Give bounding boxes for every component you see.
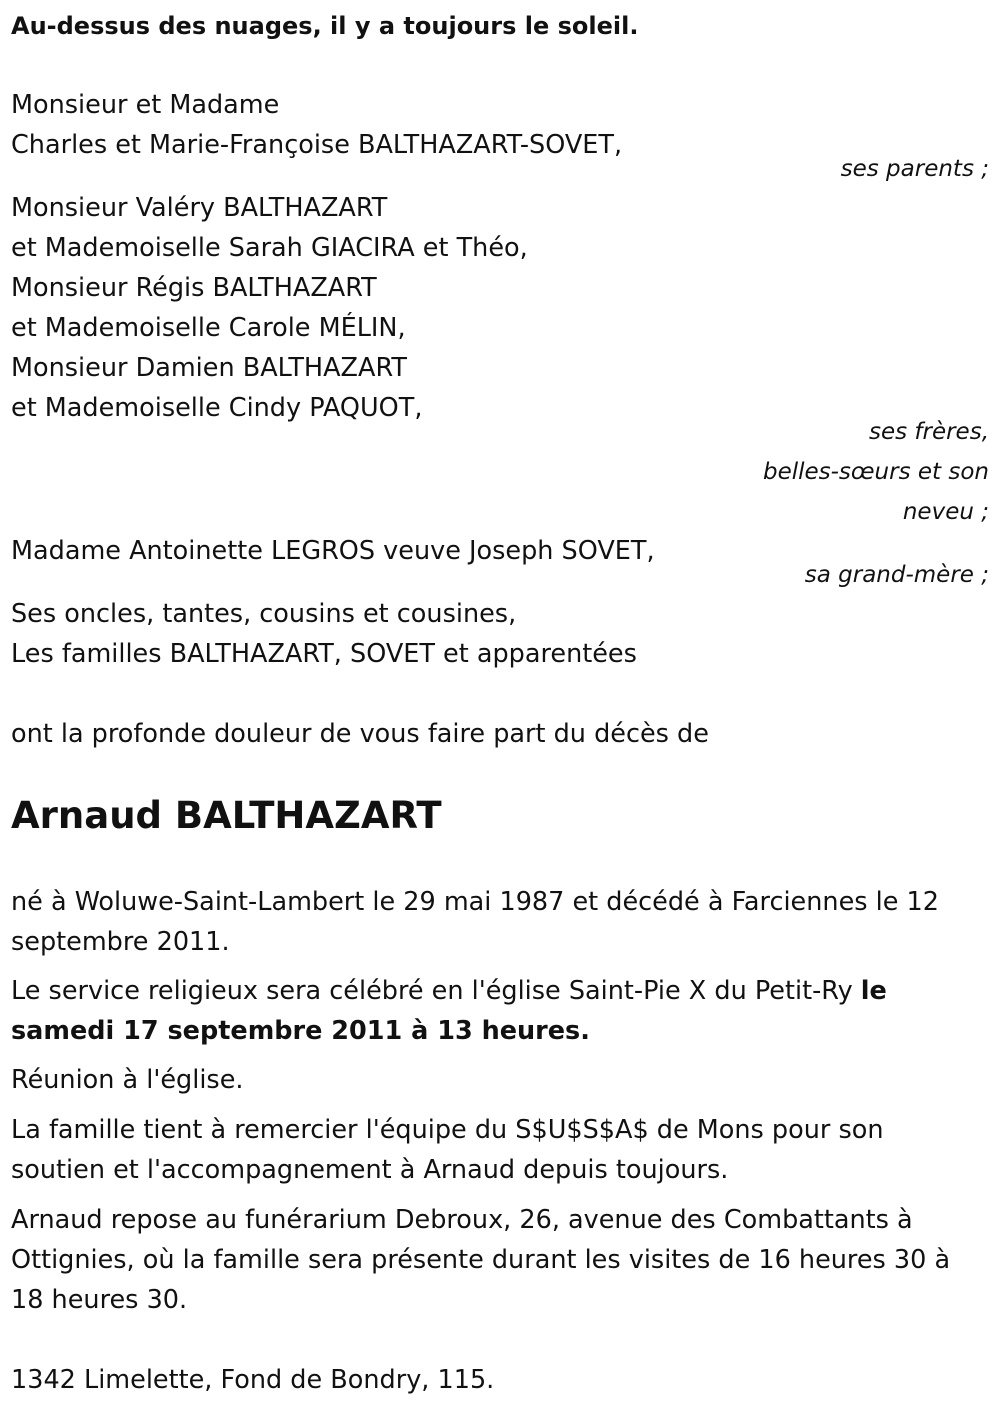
service-date: samedi 17 septembre 2011 à 13 heures. — [11, 1016, 590, 1046]
grandmother-role: sa grand-mère ; — [804, 562, 989, 588]
extended-family-line-1: Ses oncles, tantes, cousins et cousines, — [11, 599, 517, 629]
siblings-line-4: et Mademoiselle Carole MÉLIN, — [11, 313, 406, 343]
parents-role: ses parents ; — [840, 156, 989, 182]
announcement: ont la profonde douleur de vous faire part du décès de — [11, 719, 709, 749]
deceased-name: Arnaud BALTHAZART — [11, 794, 442, 837]
siblings-line-1: Monsieur Valéry BALTHAZART — [11, 193, 388, 223]
reunion-line: Réunion à l'église. — [11, 1065, 244, 1095]
funerarium-line-2: Ottignies, où la famille sera présente durant les visites de 16 heures 30 à — [11, 1245, 951, 1275]
birth-death-line-2: septembre 2011. — [11, 927, 230, 957]
parents-line-1: Monsieur et Madame — [11, 90, 280, 120]
funerarium-line-1: Arnaud repose au funérarium Debroux, 26, avenue des Combattants à — [11, 1205, 913, 1235]
funerarium-line-3: 18 heures 30. — [11, 1285, 188, 1315]
siblings-line-5: Monsieur Damien BALTHAZART — [11, 353, 407, 383]
siblings-role-line-2: belles-sœurs et son — [762, 459, 989, 485]
siblings-line-2: et Mademoiselle Sarah GIACIRA et Théo, — [11, 233, 528, 263]
siblings-line-6: et Mademoiselle Cindy PAQUOT, — [11, 393, 423, 423]
motto: Au-dessus des nuages, il y a toujours le soleil. — [11, 12, 639, 40]
service-line-1 — [11, 971, 887, 1011]
grandmother-line: Madame Antoinette LEGROS veuve Joseph SOVET, — [11, 536, 655, 566]
service-line-2 — [11, 1011, 590, 1051]
thanks-line-2: soutien et l'accompagnement à Arnaud depuis toujours. — [11, 1155, 729, 1185]
birth-death-line-1: né à Woluwe-Saint-Lambert le 29 mai 1987 et décédé à Farciennes le 12 — [11, 887, 939, 917]
siblings-role-line-1: ses frères, — [868, 419, 989, 445]
extended-family-line-2: Les familles BALTHAZART, SOVET et apparentées — [11, 639, 637, 669]
service-date-start: le — [860, 976, 887, 1006]
thanks-line-1: La famille tient à remercier l'équipe du S$U$S$A$ de Mons pour son — [11, 1115, 884, 1145]
siblings-role-line-3: neveu ; — [902, 499, 989, 525]
siblings-line-3: Monsieur Régis BALTHAZART — [11, 273, 377, 303]
parents-line-2: Charles et Marie-Françoise BALTHAZART-SOVET, — [11, 130, 623, 160]
address: 1342 Limelette, Fond de Bondry, 115. — [11, 1365, 495, 1395]
service-text: Le service religieux sera célébré en l'église Saint-Pie X du Petit-Ry — [11, 976, 861, 1006]
